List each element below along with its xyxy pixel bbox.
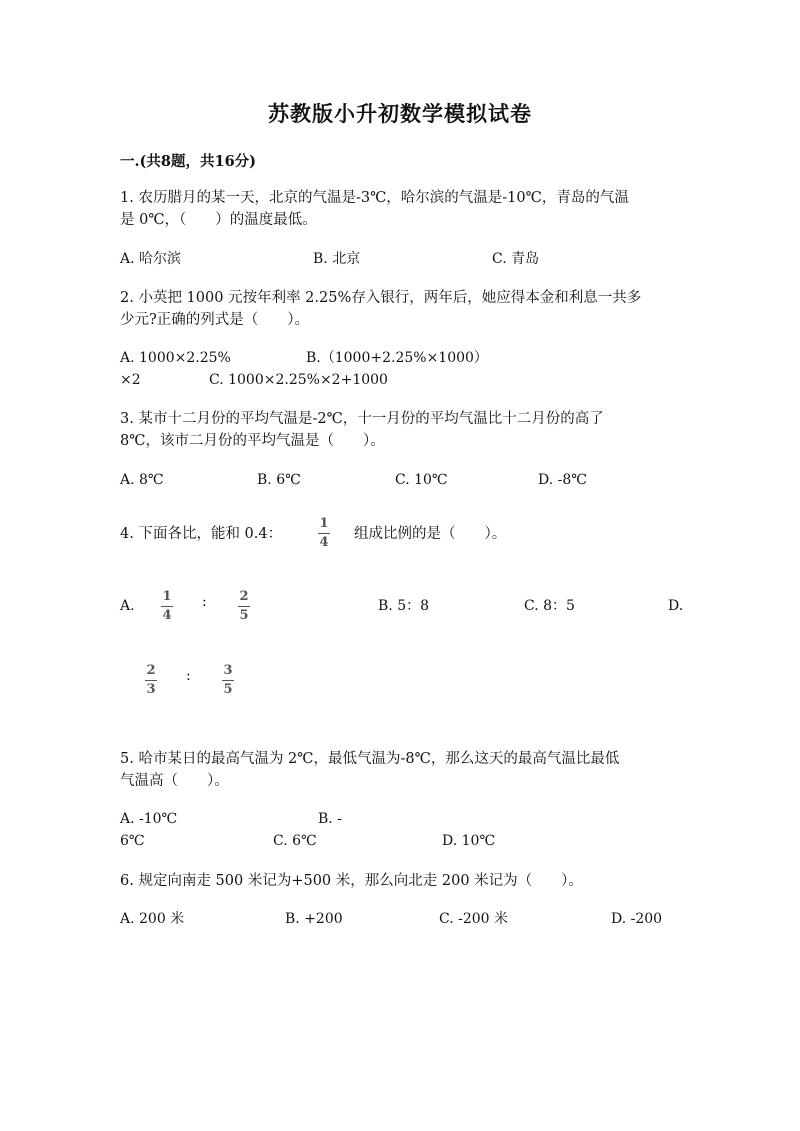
question-5-line-1: 5. 哈市某日的最高气温为 2℃，最低气温为-8℃，那么这天的最高气温比最低 xyxy=(120,751,620,767)
question-2-option-a: A. 1000×2.25% xyxy=(120,350,231,366)
question-3-option-c: C. 10℃ xyxy=(395,472,448,488)
fraction-numerator: 1 xyxy=(162,589,172,604)
fraction-numerator: 2 xyxy=(239,589,249,604)
question-3-option-a: A. 8℃ xyxy=(120,472,164,488)
question-4-option-a-colon: : xyxy=(202,594,207,610)
question-4-option-d-fraction-1 xyxy=(145,664,157,697)
question-3-option-b: B. 6℃ xyxy=(257,472,301,488)
question-4-option-d-fraction-2 xyxy=(222,664,234,697)
question-3-line-2: 8℃，该市二月份的平均气温是（ ）。 xyxy=(120,433,385,449)
fraction-numerator: 2 xyxy=(146,663,156,678)
question-4-option-a-fraction-1 xyxy=(161,590,173,623)
question-6-option-a: A. 200 米 xyxy=(120,911,185,927)
fraction-denominator: 5 xyxy=(223,682,233,697)
question-5-line-2: 气温高（ ）。 xyxy=(120,773,229,789)
question-4-option-b: B. 5：8 xyxy=(378,598,430,614)
question-4-option-d-colon: : xyxy=(186,668,191,684)
fraction-numerator: 3 xyxy=(223,663,233,678)
section-heading: 一.(共8题，共16分) xyxy=(120,153,257,170)
question-4-prefix: 4. 下面各比，能和 0.4： xyxy=(120,526,283,542)
question-5-option-b: B. - xyxy=(318,811,342,827)
question-3-option-d: D. -8℃ xyxy=(538,472,587,488)
question-4-suffix: 组成比例的是（ ）。 xyxy=(354,526,507,542)
fraction-denominator: 4 xyxy=(162,608,172,623)
question-6-option-b: B. +200 xyxy=(285,911,343,927)
question-4-option-a-fraction-2 xyxy=(238,590,250,623)
question-1-line-2: 是 0℃，（ ）的温度最低。 xyxy=(120,212,317,228)
question-2-option-c: C. 1000×2.25%×2+1000 xyxy=(209,372,388,388)
question-3-line-1: 3. 某市十二月份的平均气温是-2℃，十一月份的平均气温比十二月份的高了 xyxy=(120,411,604,427)
question-3-text xyxy=(120,408,690,452)
question-5-text xyxy=(120,748,690,792)
question-2-text xyxy=(120,287,690,331)
fraction-bar xyxy=(161,606,173,607)
question-6-text xyxy=(120,870,690,892)
question-2-line-1: 2. 小英把 1000 元按年利率 2.25%存入银行，两年后，她应得本金和利息一共多 xyxy=(120,290,642,306)
fraction-denominator: 3 xyxy=(146,682,156,697)
fraction-numerator: 1 xyxy=(319,516,329,531)
question-1-line-1: 1. 农历腊月的某一天，北京的气温是-3℃，哈尔滨的气温是-10℃，青岛的气温 xyxy=(120,190,629,206)
question-5-option-b-continued: 6℃ xyxy=(120,833,145,849)
question-4-option-c: C. 8：5 xyxy=(524,598,575,614)
question-4-option-d-label: D. xyxy=(668,598,684,614)
question-5-option-d: D. 10℃ xyxy=(442,833,496,849)
question-2-option-b: B.（1000+2.25%×1000） xyxy=(306,350,488,366)
question-1-option-a: A. 哈尔滨 xyxy=(120,251,182,267)
question-4-option-a-label: A. xyxy=(120,598,135,614)
fraction-bar xyxy=(145,680,157,681)
page-title: 苏教版小升初数学模拟试卷 xyxy=(268,101,532,126)
question-5-option-a: A. -10℃ xyxy=(120,811,178,827)
fraction-denominator: 4 xyxy=(319,535,329,550)
fraction-bar xyxy=(222,680,234,681)
question-4-fraction xyxy=(318,517,330,550)
question-6-option-c: C. -200 米 xyxy=(439,911,509,927)
fraction-bar xyxy=(318,533,330,534)
question-2-option-b-continued: ×2 xyxy=(120,372,141,388)
question-6-line-1: 6. 规定向南走 500 米记为+500 米，那么向北走 200 米记为（ ）。 xyxy=(120,873,583,889)
question-1-option-b: B. 北京 xyxy=(313,251,361,267)
fraction-denominator: 5 xyxy=(239,608,249,623)
question-1-text xyxy=(120,187,690,231)
question-1-option-c: C. 青岛 xyxy=(492,251,540,267)
question-2-line-2: 少元?正确的列式是（ ）。 xyxy=(120,312,310,328)
question-6-option-d: D. -200 xyxy=(611,911,663,927)
fraction-bar xyxy=(238,606,250,607)
question-5-option-c: C. 6℃ xyxy=(273,833,317,849)
